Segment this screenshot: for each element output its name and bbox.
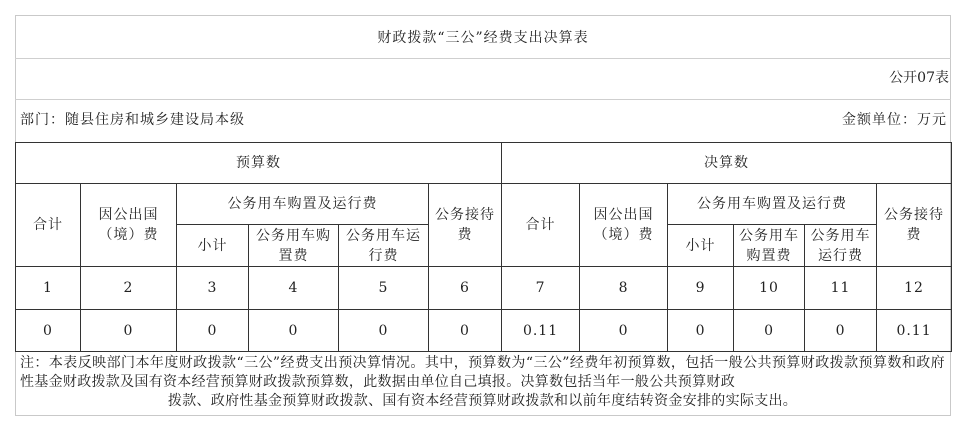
index-cell: 7	[502, 267, 580, 310]
budget-purchase-header: 公务用车购置费	[249, 225, 339, 267]
index-cell: 5	[339, 267, 429, 310]
budget-vehicle-header: 公务用车购置及运行费	[177, 184, 429, 225]
value-cell: 0	[16, 310, 81, 352]
index-cell: 8	[580, 267, 668, 310]
table-code: 公开07表	[889, 70, 949, 86]
final-running-header: 公务用车运行费	[805, 225, 877, 267]
value-cell: 0	[580, 310, 668, 352]
final-vehicle-header: 公务用车购置及运行费	[668, 184, 877, 225]
index-cell: 11	[805, 267, 877, 310]
value-cell: 0	[429, 310, 502, 352]
index-cell: 10	[734, 267, 805, 310]
budget-abroad-header: 因公出国（境）费	[81, 184, 177, 267]
budget-total-header: 合计	[16, 184, 81, 267]
column-header-row	[16, 184, 952, 225]
index-cell: 9	[668, 267, 734, 310]
value-cell: 0	[805, 310, 877, 352]
value-cell: 0	[668, 310, 734, 352]
footnote-line: 拨款、政府性基金预算财政拨款、国有资本经营预算财政拨款和以前年度结转资金安排的实际支出。	[167, 393, 798, 409]
final-total-header: 合计	[502, 184, 580, 267]
value-cell: 0	[734, 310, 805, 352]
value-cell: 0	[81, 310, 177, 352]
index-cell: 4	[249, 267, 339, 310]
final-purchase-header: 公务用车购置费	[734, 225, 805, 267]
value-cell: 0.11	[877, 310, 952, 352]
budget-reception-header: 公务接待费	[429, 184, 502, 267]
final-group-header: 决算数	[502, 143, 952, 184]
group-header-row	[16, 143, 952, 184]
expense-table	[15, 142, 952, 352]
budget-running-header: 公务用车运行费	[339, 225, 429, 267]
final-abroad-header: 因公出国（境）费	[580, 184, 668, 267]
final-subtotal-header: 小计	[668, 225, 734, 267]
budget-subtotal-header: 小计	[177, 225, 249, 267]
value-cell: 0	[249, 310, 339, 352]
amount-unit-label: 金额单位：万元	[842, 112, 947, 128]
index-cell: 12	[877, 267, 952, 310]
value-row	[16, 310, 952, 352]
footnote	[20, 354, 945, 411]
index-cell: 3	[177, 267, 249, 310]
report-title: 财政拨款“三公”经费支出决算表	[377, 30, 589, 46]
index-cell: 6	[429, 267, 502, 310]
budget-group-header: 预算数	[16, 143, 502, 184]
index-row	[16, 267, 952, 310]
value-cell: 0	[339, 310, 429, 352]
divider	[15, 99, 951, 100]
footnote-line: 注：本表反映部门本年度财政拨款“三公”经费支出预决算情况。其中，预算数为“三公”经费年初预算数，包括一般公共预算财政拨款预算数和政府性基金财政拨款及国有资本经营预算财政拨款预算数，此数据由单位自己填报。决算数包括当年一般公共预算财政	[20, 355, 945, 390]
value-cell: 0	[177, 310, 249, 352]
divider	[15, 58, 951, 59]
final-reception-header: 公务接待费	[877, 184, 952, 267]
index-cell: 1	[16, 267, 81, 310]
index-cell: 2	[81, 267, 177, 310]
value-cell: 0.11	[502, 310, 580, 352]
department-label: 部门：随县住房和城乡建设局本级	[20, 112, 245, 128]
